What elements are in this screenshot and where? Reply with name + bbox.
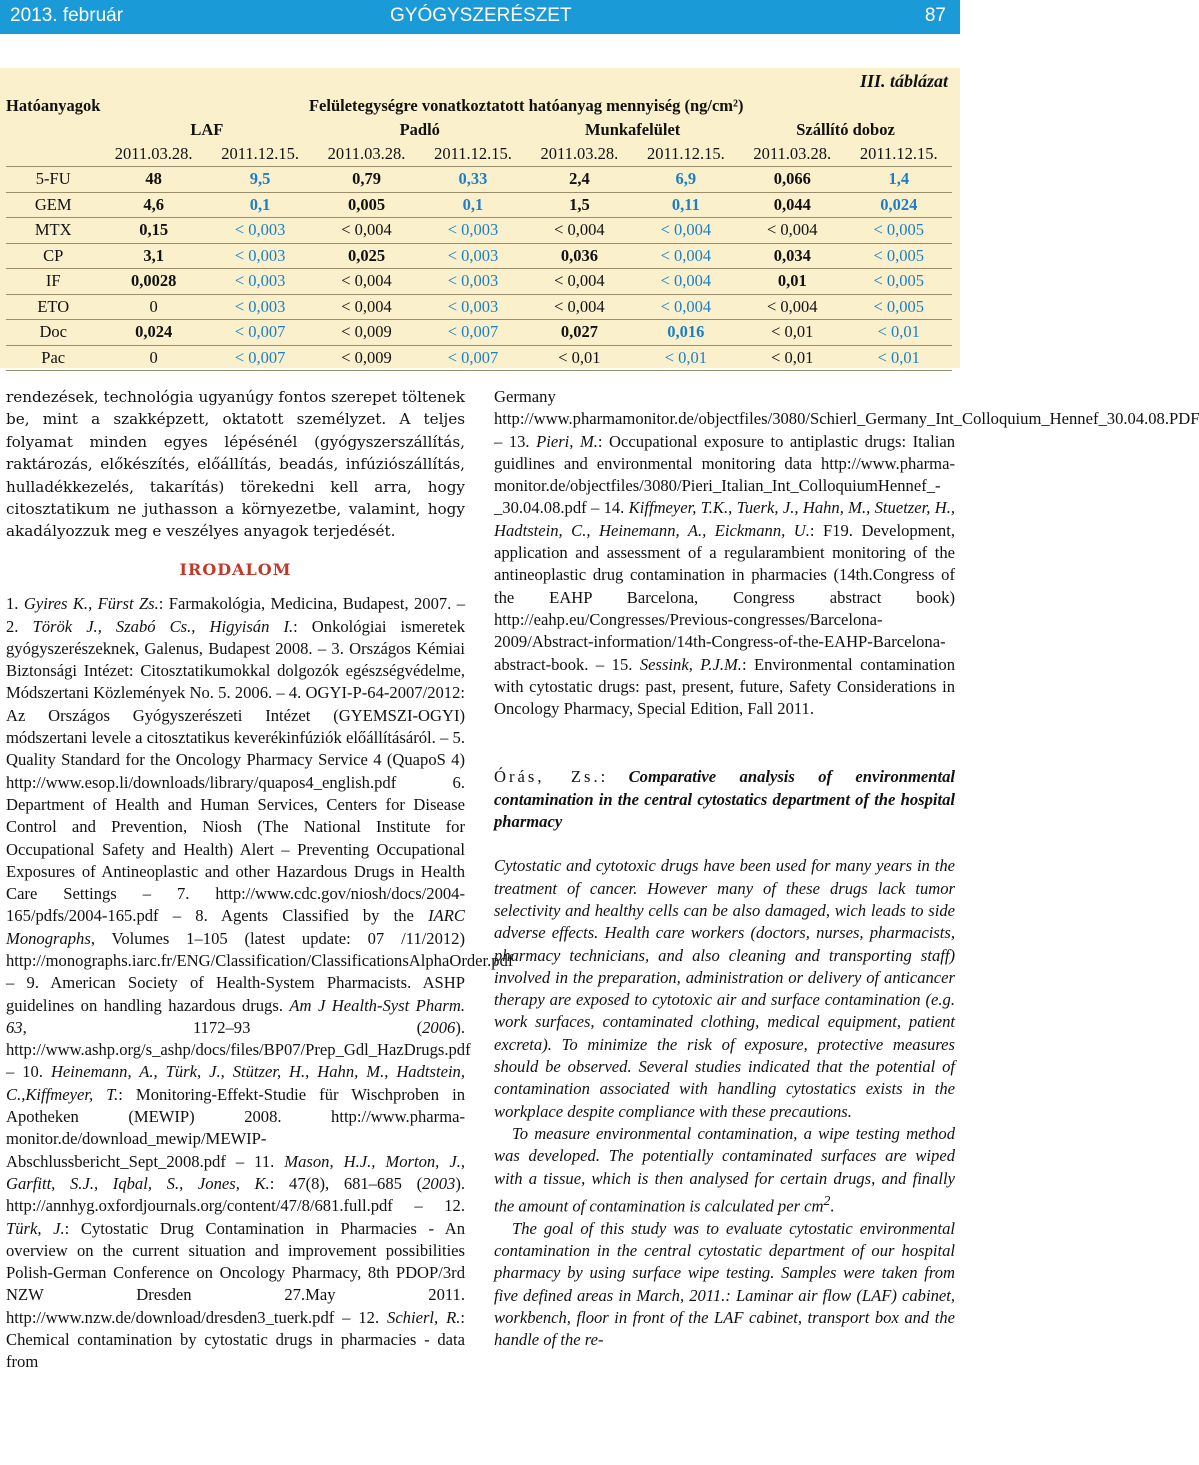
table-cell: 0 xyxy=(100,294,206,320)
table-cell: < 0,01 xyxy=(633,345,739,371)
table-cell: 0,016 xyxy=(633,320,739,346)
contamination-table xyxy=(6,94,952,371)
table-cell: < 0,003 xyxy=(207,218,313,244)
references-heading: IRODALOM xyxy=(179,559,292,579)
table-cell: 0,024 xyxy=(846,192,953,218)
left-column xyxy=(6,386,514,1374)
table-cell: 4,6 xyxy=(100,192,206,218)
table-cell: 0,066 xyxy=(739,167,845,193)
table-cell: < 0,009 xyxy=(313,345,419,371)
table-cell: 0,044 xyxy=(739,192,845,218)
group-header: Szállító doboz xyxy=(796,120,895,139)
table-cell: < 0,004 xyxy=(633,243,739,269)
table-cell: < 0,003 xyxy=(420,269,526,295)
table-row xyxy=(6,243,952,269)
table-cell: < 0,004 xyxy=(313,269,419,295)
drug-name: 5-FU xyxy=(6,167,100,193)
abstract-paragraph-1: Cytostatic and cytotoxic drugs have been used for many years in the treatment of cancer. However many of these drugs lack tumor selectivity and healthy cells can be also damaged, wich leads to side adverse effects. Health care workers (doctors, nurses, pharmacists, pharmacy technicians, and also cleaning and transporting staff) involved in the preparation, administration or delivery of anticancer therapy are exposed to cytotoxic air and surface contamination (e.g. work surfaces, contaminated clothing, medical equipment, patient excreta). To minimize the risk of exposure, protective measures should be observed. Several studies indicated that the potential of contamination associated with handling cytostatics exists in the workplace despite compliance with these precautions. xyxy=(494,856,955,1121)
table-cell: < 0,01 xyxy=(739,320,845,346)
table-row xyxy=(6,320,952,346)
table-row xyxy=(6,345,952,371)
table-cell: 1,4 xyxy=(846,167,953,193)
table-row xyxy=(6,218,952,244)
abstract-author: Órás, Zs. xyxy=(494,767,601,787)
table-cell: < 0,005 xyxy=(846,243,953,269)
table-cell: 48 xyxy=(100,167,206,193)
table-cell: < 0,004 xyxy=(526,294,632,320)
issue-date: 2013. február xyxy=(10,5,124,26)
date-header: 2011.12.15. xyxy=(420,142,526,167)
abstract-paragraph-2: To measure environmental contamination, a wipe testing method was developed. The potentially contaminated surfaces are wiped with a tissue, which is then analysed for certain drugs, and finally the amount of contamination is calculated per $cm^2$. xyxy=(494,1123,955,1216)
row-header: Hatóanyagok xyxy=(6,96,101,115)
table-cell: < 0,004 xyxy=(526,218,632,244)
table-cell: < 0,004 xyxy=(633,218,739,244)
table-cell: < 0,007 xyxy=(207,320,313,346)
date-header: 2011.03.28. xyxy=(526,142,632,167)
table-row xyxy=(6,294,952,320)
table-cell: 0,024 xyxy=(100,320,206,346)
drug-name: ETO xyxy=(6,294,100,320)
table-cell: < 0,003 xyxy=(207,294,313,320)
table-cell: < 0,003 xyxy=(420,243,526,269)
table-cell: < 0,004 xyxy=(313,218,419,244)
table-cell: 9,5 xyxy=(207,167,313,193)
reference-list: 1. Gyires K., Fürst Zs.: Farmakológia, Medicina, Budapest, 2007. – 2. Török J., Szabó Cs., Higyisán I.: Onkológiai ismeretek gyógyszerészeknek, Galenus, Budapest 2008. – 3. Országos Kémiai Biztonsági Intézet: Citosztatikumokkal dolgozók egészségvédelme, Módszertani Közlemények No. 5. 2006. – 4. OGYI-P-64-2007/2012: Az Országos Gyógyszerészeti Intézet (GYEMSZI-OGYI) módszertani levele a citosztatikus keverékinfúziók előállításáról. – 5. Quality Standard for the Oncology Pharmacy Service 4 (QuapoS 4) http://www.esop.li/downloads/library/quapos4_english.pdf 6. Department of Health and Human Services, Centers for Disease Control and Prevention, Niosh (The National Institute for Occupational Safety and Health) Alert – Preventing Occupational Exposures of Antineoplastic and other Hazardous Drugs in Health Care Settings – 7. http://www.cdc.gov/niosh/docs/2004-165/pdfs/2004-165.pdf – 8. Agents Classified by the IARC Monographs, Volumes 1–105 (latest update: 07 /11/2012) http://monographs.iarc.fr/ENG/Classification/ClassificationsAlphaOrder.pdf – 9. American Society of Health-System Pharmacists. ASHP guidelines on handling hazardous drugs. Am J Health-Syst Pharm. 63, 1172–93 (2006). http://www.ashp.org/s_ashp/docs/files/BP07/Prep_Gdl_HazDrugs.pdf – 10. Heinemann, A., Türk, J., Stützer, H., Hahn, M., Hadtstein, C.,Kiffmeyer, T.: Monitoring-Effekt-Studie für Wischproben in Apotheken (MEWIP) 2008. http://www.pharma-monitor.de/download_mewip/MEWIP-Abschlussbericht_Sept_2008.pdf – 11. Mason, H.J., Morton, J., Garfitt, S.J., Iqbal, S., Jones, K.: 47(8), 681–685 (2003). http://annhyg.oxfordjournals.org/content/47/8/681.full.pdf – 12. Türk, J.: Cytostatic Drug Contamination in Pharmacies - An overview on the current situation and improvement possibilities Polish-German Conference on Oncology Pharmacy, 8th PDOP/3rd NZW Dresden 27.May 2011. http://www.nzw.de/download/dresden3_tuerk.pdf – 12. Schierl, R.: Chemical contamination by cytostatic drugs in pharmacies - data from xyxy=(6,594,514,1372)
table-cell: 3,1 xyxy=(100,243,206,269)
table-cell: 0,1 xyxy=(420,192,526,218)
drug-name: IF xyxy=(6,269,100,295)
table-cell: 0,33 xyxy=(420,167,526,193)
table-cell: < 0,01 xyxy=(846,320,953,346)
drug-name: Doc xyxy=(6,320,100,346)
data-table-box xyxy=(0,68,960,368)
abstract-title: Comparative analysis of environmental contamination in the central cytostatics department of the hospital pharmacy xyxy=(494,767,956,832)
date-header: 2011.12.15. xyxy=(633,142,739,167)
page-header xyxy=(0,0,960,34)
table-cell: 0,034 xyxy=(739,243,845,269)
table-cell: 1,5 xyxy=(526,192,632,218)
table-cell: < 0,005 xyxy=(846,294,953,320)
group-header: Munkafelület xyxy=(584,120,681,139)
table-cell: < 0,005 xyxy=(846,218,953,244)
table-cell: 0,036 xyxy=(526,243,632,269)
date-header: 2011.12.15. xyxy=(846,142,953,167)
table-cell: < 0,004 xyxy=(739,294,845,320)
table-cell: < 0,01 xyxy=(739,345,845,371)
table-title: Felületegységre vonatkoztatott hatóanyag mennyiség (ng/cm²) xyxy=(308,96,744,115)
drug-name: GEM xyxy=(6,192,100,218)
date-header: 2011.03.28. xyxy=(739,142,845,167)
table-cell: 0,0028 xyxy=(100,269,206,295)
table-cell: 0 xyxy=(100,345,206,371)
table-cell: 0,11 xyxy=(633,192,739,218)
table-cell: 0,027 xyxy=(526,320,632,346)
table-cell: 0,15 xyxy=(100,218,206,244)
body-paragraph: rendezések, technológia ugyanúgy fontos szerepet töltenek be, mint a szakképzett, oktatott személyzet. A teljes folyamat minden egyes lépésénél (gyógyszerszállítás, raktározás, előkészítés, előállítás, beadás, infúziószállítás, hulladékkezelés, takarítás) törekedni kell arra, hogy citosztatikum ne juthasson a környezetbe, valamint, hogy akadályozzuk meg e veszélyes anyagok terjedését. xyxy=(6,388,465,541)
date-header: 2011.12.15. xyxy=(207,142,313,167)
table-cell: < 0,004 xyxy=(739,218,845,244)
table-cell: 0,1 xyxy=(207,192,313,218)
page-number: 87 xyxy=(924,5,946,26)
group-header: LAF xyxy=(190,120,224,139)
table-cell: < 0,009 xyxy=(313,320,419,346)
table-cell: < 0,01 xyxy=(846,345,953,371)
table-cell: < 0,003 xyxy=(420,218,526,244)
table-cell: 0,01 xyxy=(739,269,845,295)
reference-list-continued: Germany http://www.pharmamonitor.de/objectfiles/3080/Schierl_Germany_Int_Colloquium_Hennef_30.04.08.PDF – 13. Pieri, M.: Occupational exposure to antiplastic drugs: Italian guidlines and environmental monitoring data http://www.pharma-monitor.de/objectfiles/3080/Pieri_Italian_Int_ColloquiumHennef_-_30.04.08.pdf – 14. Kiffmeyer, T.K., Tuerk, J., Hahn, M., Stuetzer, H., Hadtstein, C., Heinemann, A., Eickmann, U.: F19. Development, application and assessment of a regularambient monitoring of the antineoplastic drug contamination in pharmacies (14th.Congress of the EAHP Barcelona, Congress abstract book) http://eahp.eu/Congresses/Previous-congresses/Barcelona-2009/Abstract-information/14th-Congress-of-the-EAHP-Barcelona-abstract-book. – 15. Sessink, P.J.M.: Environmental contamination with cytostatic drugs: past, present, future, Safety Considerations in Oncology Pharmacy, Special Edition, Fall 2011. xyxy=(494,387,1199,719)
table-cell: < 0,01 xyxy=(526,345,632,371)
drug-name: CP xyxy=(6,243,100,269)
right-column xyxy=(494,386,1199,1351)
table-cell: 6,9 xyxy=(633,167,739,193)
abstract-paragraph-3: The goal of this study was to evaluate cytostatic environmental contamination in the central cytostatic department of our hospital pharmacy by using surface wipe testing. Samples were taken from five defined areas in March, 2011.: Laminar air flow (LAF) cabinet, workbench, floor in front of the LAF cabinet, transport box and the handle of the re- xyxy=(494,1218,955,1350)
drug-name: Pac xyxy=(6,345,100,371)
table-row xyxy=(6,167,952,193)
table-cell: 0,025 xyxy=(313,243,419,269)
table-cell: < 0,007 xyxy=(420,345,526,371)
abstract-heading: Órás, Zs.: Comparative analysis of environmental contamination in the central cytostatics department of the hospital pharmacy xyxy=(494,767,956,832)
table-cell: 0,005 xyxy=(313,192,419,218)
table-cell: < 0,004 xyxy=(313,294,419,320)
table-cell: < 0,007 xyxy=(420,320,526,346)
table-cell: < 0,005 xyxy=(846,269,953,295)
table-row xyxy=(6,269,952,295)
date-header: 2011.03.28. xyxy=(313,142,419,167)
table-cell: < 0,004 xyxy=(633,269,739,295)
drug-name: MTX xyxy=(6,218,100,244)
table-cell: < 0,004 xyxy=(633,294,739,320)
table-row xyxy=(6,192,952,218)
journal-title: GYÓGYSZERÉSZET xyxy=(390,5,572,26)
table-cell: < 0,003 xyxy=(420,294,526,320)
table-cell: 2,4 xyxy=(526,167,632,193)
table-caption: III. táblázat xyxy=(859,71,948,91)
table-cell: 0,79 xyxy=(313,167,419,193)
table-cell: < 0,004 xyxy=(526,269,632,295)
table-cell: < 0,003 xyxy=(207,269,313,295)
group-header: Padló xyxy=(399,120,440,139)
table-cell: < 0,007 xyxy=(207,345,313,371)
date-header: 2011.03.28. xyxy=(100,142,206,167)
table-cell: < 0,003 xyxy=(207,243,313,269)
